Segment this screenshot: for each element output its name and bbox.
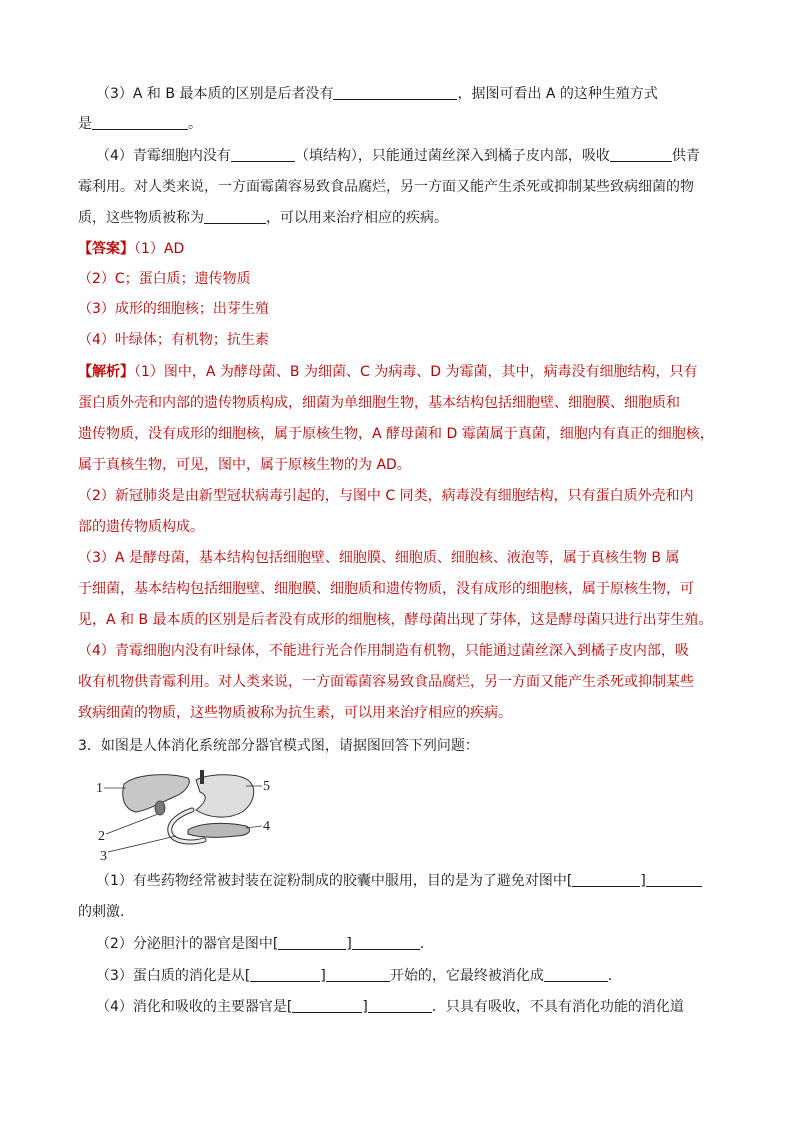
figure-label-3: 3 bbox=[100, 849, 107, 862]
analysis-line-4: 属于真核生物，可见，图中，属于原核生物的为 AD。 bbox=[78, 457, 411, 473]
answer-blank[interactable] bbox=[250, 967, 320, 982]
q2-part4-line2: 霉利用。对人类来说，一方面霉菌容易致食品腐烂，另一方面又能产生杀死或抑制某些致病细菌的物 bbox=[78, 179, 694, 195]
leader-line-3 bbox=[108, 836, 176, 852]
answer-blank[interactable] bbox=[92, 115, 188, 130]
answer-tag: 【答案】 bbox=[78, 241, 134, 257]
digestive-system-diagram bbox=[96, 770, 272, 862]
answer-blank[interactable] bbox=[368, 998, 432, 1013]
analysis-line-1: 【解析】（1）图中，A 为酵母菌、B 为细菌、C 为病毒、D 为霉菌，其中，病毒没有细胞结构，只有 bbox=[78, 364, 698, 380]
q3-part4: （4）消化和吸收的主要器官是[ ] ．只具有吸收，不具有消化功能的消化道 bbox=[96, 999, 684, 1015]
gallbladder-shape bbox=[155, 801, 165, 815]
analysis-line-6: 部的遗传物质构成。 bbox=[78, 519, 204, 535]
analysis-line-5: （2）新冠肺炎是由新型冠状病毒引起的，与图中 C 同类，病毒没有细胞结构，只有蛋白质外壳和内 bbox=[78, 488, 694, 504]
q3-part1-line1: （1）有些药物经常被封装在淀粉制成的胶囊中服用，目的是为了避免对图中[ ] bbox=[96, 871, 702, 891]
analysis-line-3: 遗传物质，没有成形的细胞核，属于原核生物，A 酵母菌和 D 霉菌属于真菌，细胞内有真正的细胞核， bbox=[78, 426, 714, 442]
answer-line-2: （2）C；蛋白质；遗传物质 bbox=[78, 271, 251, 287]
answer-blank[interactable] bbox=[292, 998, 362, 1013]
answer-blank[interactable] bbox=[352, 935, 420, 950]
answer-blank[interactable] bbox=[610, 147, 672, 162]
q2-part3-line1: （3）A 和 B 最本质的区别是后者没有 ，据图可看出 A 的这种生殖方式 bbox=[96, 86, 658, 102]
analysis-line-7: （3）A 是酵母菌，基本结构包括细胞壁、细胞膜、细胞质、细胞核、液泡等，属于真核生物 B 属 bbox=[78, 550, 680, 566]
figure-label-1: 1 bbox=[96, 781, 103, 796]
q2-part4-line1: （4）青霉细胞内没有 （填结构），只能通过菌丝深入到橘子皮内部，吸收 供青 bbox=[96, 148, 700, 164]
figure-label-5: 5 bbox=[263, 779, 270, 794]
answer-line-4: （4）叶绿体；有机物；抗生素 bbox=[78, 332, 269, 348]
pancreas-shape bbox=[188, 823, 250, 837]
q3-part1-line2: 的刺激． bbox=[78, 904, 134, 920]
analysis-line-8: 于细菌，基本结构包括细胞壁、细胞膜、细胞质和遗传物质，没有成形的细胞核，属于原核生物，可 bbox=[78, 581, 694, 597]
figure-label-2: 2 bbox=[98, 829, 105, 844]
answer-blank[interactable] bbox=[544, 967, 608, 982]
analysis-line-10: （4）青霉细胞内没有叶绿体，不能进行光合作用制造有机物，只能通过菌丝深入到橘子皮内部，吸 bbox=[78, 643, 689, 659]
q3-stem: 3．如图是人体消化系统部分器官模式图，请据图回答下列问题： bbox=[78, 738, 479, 754]
answer-blank[interactable] bbox=[333, 85, 457, 100]
stomach-shape bbox=[196, 775, 254, 817]
answer-line-3: （3）成形的细胞核；出芽生殖 bbox=[78, 301, 269, 317]
figure-label-4: 4 bbox=[263, 819, 270, 834]
answer-blank[interactable] bbox=[278, 935, 346, 950]
q3-part3: （3）蛋白质的消化是从[ ] 开始的，它最终被消化成 ． bbox=[96, 968, 622, 984]
q2-part3-line2: 是 。 bbox=[78, 116, 202, 132]
analysis-line-11: 收有机物供青霉利用。对人类来说，一方面霉菌容易致食品腐烂，另一方面又能产生杀死或抑制某些 bbox=[78, 674, 694, 690]
analysis-line-9: 见，A 和 B 最本质的区别是后者没有成形的细胞核，酵母菌出现了芽体，这是酵母菌只进行出芽生殖。 bbox=[78, 612, 713, 628]
analysis-tag: 【解析】 bbox=[78, 364, 134, 380]
analysis-line-12: 致病细菌的物质，这些物质被称为抗生素，可以用来治疗相应的疾病。 bbox=[78, 705, 512, 721]
q2-part4-line3: 质，这些物质被称为 ，可以用来治疗相应的疾病。 bbox=[78, 210, 448, 226]
answer-blank[interactable] bbox=[646, 872, 702, 887]
leader-line-2 bbox=[106, 814, 158, 834]
answer-line-1: 【答案】（1）AD bbox=[78, 241, 185, 257]
q3-part2: （2）分泌胆汁的器官是图中[ ] ． bbox=[96, 936, 434, 952]
answer-blank[interactable] bbox=[231, 147, 295, 162]
answer-blank[interactable] bbox=[204, 209, 266, 224]
answer-blank[interactable] bbox=[326, 967, 390, 982]
answer-blank[interactable] bbox=[572, 872, 640, 887]
analysis-line-2: 蛋白质外壳和内部的遗传物质构成，细菌为单细胞生物，基本结构包括细胞壁、细胞膜、细胞质和 bbox=[78, 395, 680, 411]
